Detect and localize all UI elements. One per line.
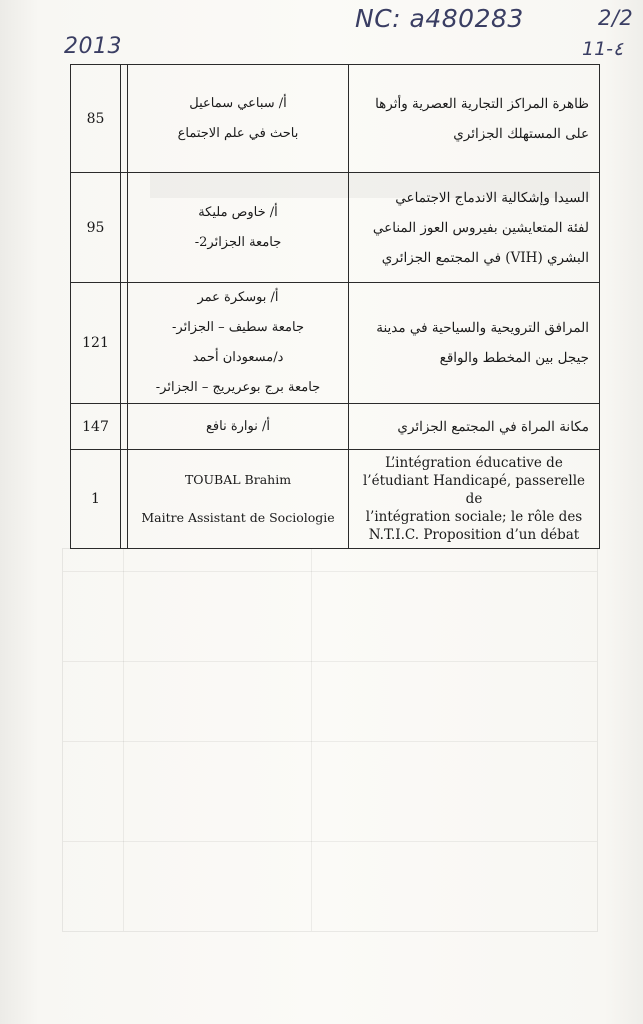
author-line: أ/ نوارة نافع — [205, 418, 270, 434]
table-row — [71, 65, 600, 173]
title-line: البشري (VIH) في المجتمع الجزائري — [381, 249, 589, 266]
author-line: باحث في علم الاجتماع — [177, 125, 299, 141]
page-number: 147 — [71, 404, 121, 450]
author-line: Maitre Assistant de Sociologie — [141, 510, 335, 525]
page-number: 1 — [71, 450, 121, 549]
title-line: l’étudiant Handicapé, passerelle de — [362, 473, 586, 507]
page-number: 95 — [71, 173, 121, 283]
table-row — [71, 404, 600, 450]
title-line: N.T.I.C. Proposition d’un débat — [368, 527, 580, 543]
table-row — [71, 450, 600, 549]
handwritten-nc-reference: NC: a480283 — [355, 4, 524, 33]
table-row — [71, 283, 600, 404]
author-line: جامعة الجزائر2- — [194, 234, 282, 250]
title-line: ظاهرة المراكز التجارية العصرية وأثرها — [375, 95, 589, 112]
title-line: جيجل بين المخطط والواقع — [439, 350, 589, 366]
title-line: L’intégration éducative de — [385, 455, 563, 471]
author-line: TOUBAL Brahim — [184, 472, 292, 487]
show-through-table — [62, 548, 598, 932]
author-line: أ/ بوسكرة عمر — [197, 290, 279, 305]
handwritten-code: 11-٤ — [582, 38, 624, 60]
author-line: أ/ خاوص مليكة — [198, 204, 278, 220]
article-title-cell — [349, 173, 600, 283]
title-line: على المستهلك الجزائري — [453, 125, 589, 142]
title-line: l’intégration sociale; le rôle des — [365, 509, 583, 525]
title-line: مكانة المراة في المجتمع الجزائري — [397, 418, 589, 435]
article-title-cell — [349, 404, 600, 450]
handwritten-page-reference: 2/2 — [598, 6, 634, 30]
author-line: د/مسعودان أحمد — [192, 350, 284, 365]
table-row — [71, 173, 600, 283]
article-title-cell — [349, 65, 600, 173]
page-number: 121 — [71, 283, 121, 404]
title-line: لفئة المتعايشين بفيروس العوز المناعي — [372, 219, 589, 236]
title-line: المرافق الترويحية والسياحية في مدينة — [376, 320, 589, 336]
table-of-contents — [70, 64, 600, 549]
author-line: أ/ سباعي سماعيل — [189, 95, 287, 111]
page-number: 85 — [71, 65, 121, 173]
author-line: جامعة برج بوعريريج – الجزائر- — [155, 380, 321, 395]
author-cell — [128, 173, 349, 283]
author-cell — [128, 450, 349, 549]
author-cell — [128, 404, 349, 450]
title-line: السيدا وإشكالية الاندماج الاجتماعي — [395, 189, 589, 206]
handwritten-year: 2013 — [64, 34, 122, 59]
article-title-cell — [349, 450, 600, 549]
author-line: جامعة سطيف – الجزائر- — [172, 320, 304, 335]
article-title-cell — [349, 283, 600, 404]
author-cell — [128, 283, 349, 404]
author-cell — [128, 65, 349, 173]
